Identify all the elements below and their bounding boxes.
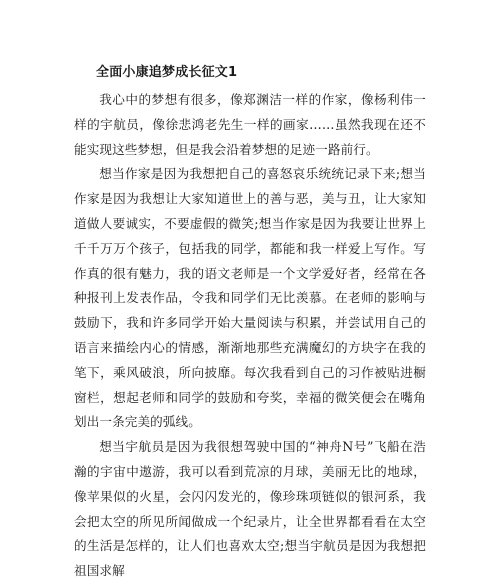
document-body [74,88,426,584]
paragraph-2: 想当作家是因为我想把自己的喜怒哀乐统统记录下来;想当作家是因为我想让大家知道世上的善与恶，美与丑，让大家知道做人要诚实，不要虚假的微笑;想当作家是因为我要让世界上千千万万个孩子，包括我的同学，都能和我一样爱上写作。写作真的很有魅力，我的语文老师是一个文学爱好者，经常在各种报刊上发表作品，令我和同学们无比羡慕。在老师的影响与鼓励下，我和许多同学开始大量阅读与积累，并尝试用自己的语言来描绘内心的情感，渐渐地那些充满魔幻的方块字在我的笔下，乘风破浪，所向披靡。每次我看到自己的习作被贴进橱窗栏，想起老师和同学的鼓励和夸奖，幸福的微笑便会在嘴角划出一条完美的弧线。 [74,166,426,430]
paragraph-3: 想当宇航员是因为我很想驾驶中国的“神舟N号”飞船在浩瀚的宇宙中遨游，我可以看到荒凉的月球，美丽无比的地球，像苹果似的火星，会闪闪发光的，像珍珠项链似的银河系，我会把太空的所见所闻做成一个纪录片，让全世界都看看在太空的生活是怎样的，让人们也喜欢太空;想当宇航员是因为我想把祖国求解 [74,439,426,579]
paragraph-1: 我心中的梦想有很多，像郑渊洁一样的作家，像杨利伟一样的宇航员，像徐悲鸿老先生一样的画家……虽然我现在还不能实现这些梦想，但是我会沿着梦想的足迹一路前行。 [74,92,426,157]
document-title: 全面小康追梦成长征文1 [96,65,238,80]
